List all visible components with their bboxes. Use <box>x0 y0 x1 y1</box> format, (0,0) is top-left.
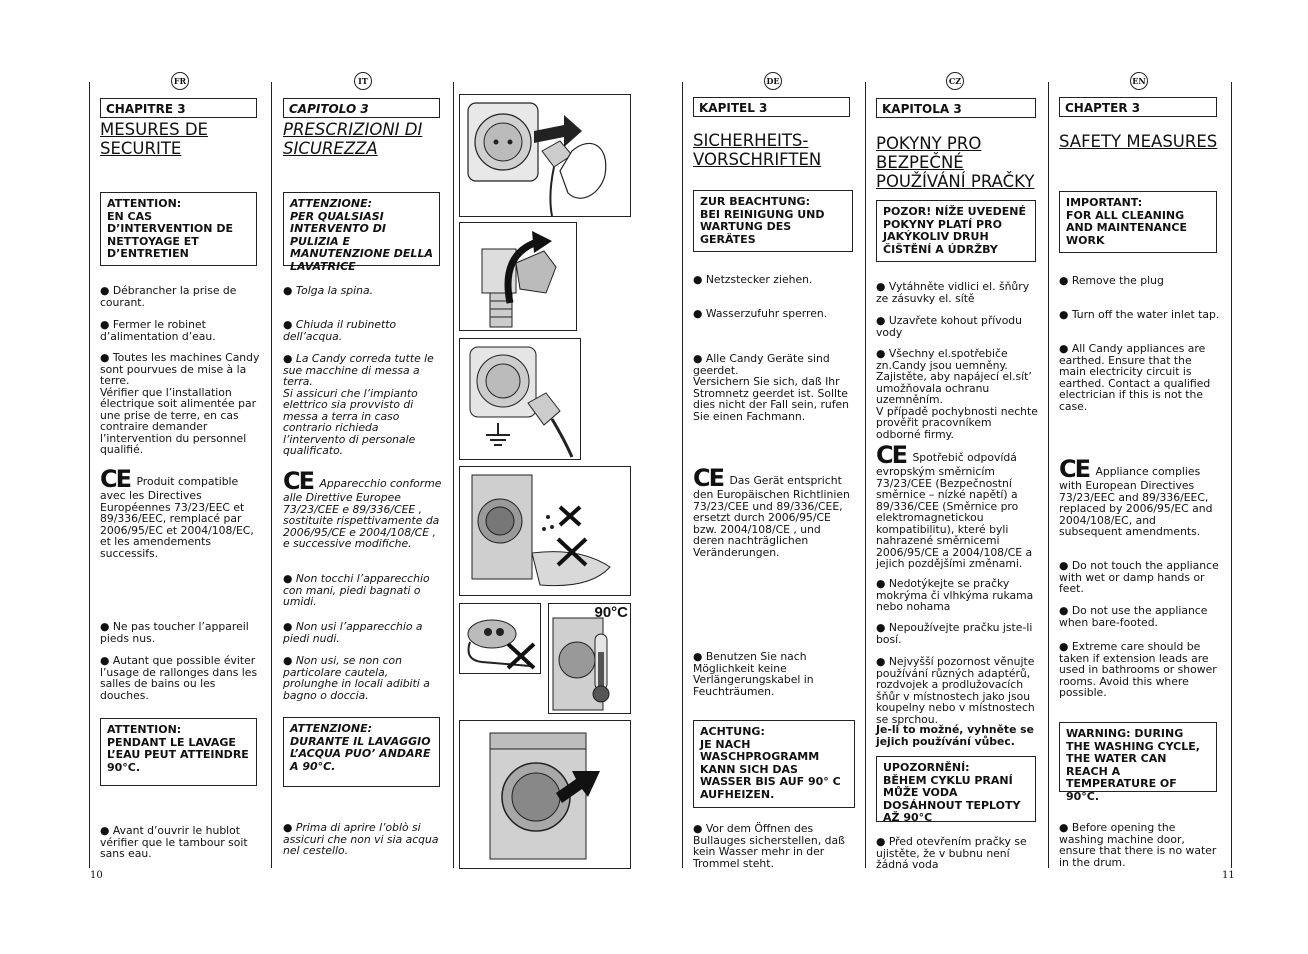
warning-box-temp: ATTENZIONE: DURANTE IL LAVAGGIO L’ACQUA PUO’ ANDARE A 90°C. <box>283 717 440 787</box>
column-de <box>693 0 853 954</box>
instruction-earth: ● Všechny el.spotřebiče zn.Candy jsou uemněny. Zajistěte, aby napájecí el.sít’ umožňovala ochranu uzemněním. V případě pochybnosti nechte prověřit pracovníkem odborné firmy. <box>876 347 1038 441</box>
chapter-heading: CHAPITRE 3 <box>100 98 257 118</box>
instruction-earth: ● Toutes les machines Candy sont pourvues de mise à la terre. Vérifier que l’installation électrique soit alimentée par une prise de terre, en cas contraire demander l’intervention du personnel qualifié. <box>100 351 260 456</box>
instruction-unplug: ● Remove the plug <box>1059 274 1164 287</box>
tap-illustration-icon <box>460 223 576 330</box>
figure-wet-hands <box>459 466 631 596</box>
instruction-extension-avoid: Je-li to možné, vyhněte se jejich používání vůbec. <box>876 723 1034 748</box>
instruction-unplug: ● Netzstecker ziehen. <box>693 273 813 286</box>
ce-statement: CE Spotřebič odpovídá evropským směrnicím 73/23/CEE (Bezpečnostní směrnice – nízké napětí) a 89/336/CEE (Směrnice pro elektromagnetickou kompatibilitu), které byli nahrazené směrnicemi 2006/95/CE a 2004/108/CE a jejich pozdějšími změnami. <box>876 441 1033 570</box>
lang-badge-it: IT <box>354 72 372 90</box>
lang-badge-cz: CZ <box>946 72 964 90</box>
ce-statement: CE Appliance complies with European Directives 73/23/EEC and 89/336/EEC, replaced by 2006/95/EC and 2004/108/EC, and subsequent amendments. <box>1059 455 1213 538</box>
warning-box-temp: UPOZORNĚNÍ: BĚHEM CYKLU PRANÍ MŮŽE VODA DOSÁHNOUT TEPLOTY AŽ 90°C <box>876 756 1036 822</box>
instruction-extension: ● Non usi, se non con particolare cautela, prolunghe in locali adibiti a bagno o doccia. <box>283 654 430 702</box>
lang-badge-de: DE <box>764 72 782 90</box>
lang-badge-fr: FR <box>171 72 189 90</box>
instruction-tap: ● Fermer le robinet d’alimentation d’eau. <box>100 318 216 343</box>
figure-unplug <box>459 94 631 217</box>
instruction-unplug: ● Débrancher la prise de courant. <box>100 284 237 309</box>
instruction-earth: ● All Candy appliances are earthed. Ensure that the main electricity circuit is earthed. Contact a qualified electrician if this is not the case. <box>1059 342 1211 413</box>
instruction-tap: ● Wasserzufuhr sperren. <box>693 307 828 320</box>
instruction-earth: ● La Candy correda tutte le sue macchine di messa a terra. Si assicuri che l’impianto elettrico sia provvisto di messa a terra in caso contrario richieda l’intervento di personale qualificato. <box>283 352 434 457</box>
chapter-heading: KAPITEL 3 <box>693 97 850 117</box>
rule-it-fig <box>453 82 454 868</box>
instruction-barefoot: ● Ne pas toucher l’appareil pieds nus. <box>100 620 249 645</box>
washing-machine-door-illustration-icon <box>460 721 630 868</box>
figure-tap <box>459 222 577 331</box>
instruction-tap: ● Uzavřete kohout přívodu vody <box>876 314 1022 339</box>
figure-earth <box>459 338 581 460</box>
warning-box-temp: ATTENTION: PENDANT LE LAVAGE L’EAU PEUT ATTEINDRE 90°C. <box>100 718 257 786</box>
column-it <box>283 0 441 954</box>
rule-cz-en <box>1048 82 1049 868</box>
temperature-label: 90°C <box>594 604 628 621</box>
ce-statement: CE Das Gerät entspricht den Europäischen Richtlinien 73/23/CEE und 89/336/CEE, ersetzt durch 2006/95/CE bzw. 2004/108/CE , und deren nachträglichen Veränderungen. <box>693 464 850 559</box>
earth-plug-illustration-icon <box>460 339 580 459</box>
column-fr <box>100 0 258 954</box>
column-cz <box>876 0 1038 954</box>
instruction-barefoot: ● Non usi l’apparecchio a piedi nudi. <box>283 620 423 645</box>
rule-fr-it <box>271 82 272 868</box>
rule-right <box>1231 82 1232 868</box>
section-title: POKYNY PRO BEZPEČNÉ POUŽÍVÁNÍ PRAČKY <box>876 134 1035 191</box>
ce-statement: CE Apparecchio conforme alle Direttive Europee 73/23/CEE e 89/336/CEE , sostituite rispettivamente da 2006/95/CE e 2004/108/CE , e successive modifiche. <box>283 467 442 550</box>
section-title: SAFETY MEASURES <box>1059 132 1218 151</box>
instruction-extension: ● Nejvyšší pozornost věnujte používání různých adaptérů, rozdvojek a prodlužovacích šňůr v místnostech jako jsou koupelny nebo v místnostech se sprchou. <box>876 655 1035 726</box>
instruction-earth: ● Alle Candy Geräte sind geerdet. Versichern Sie sich, daß Ihr Stromnetz geerdet ist. Sollte dies nicht der Fall sein, rufen Sie einen Fachmann. <box>693 352 850 423</box>
column-en <box>1059 0 1221 954</box>
instruction-drum: ● Vor dem Öffnen des Bullauges sicherstellen, daß kein Wasser mehr in der Trommel steht. <box>693 822 845 870</box>
warning-box-temp: ACHTUNG: JE NACH WASCHPROGRAMM KANN SICH DAS WASSER BIS AUF 90° C AUFHEIZEN. <box>693 720 855 808</box>
ce-mark-icon: CE <box>876 441 907 469</box>
page-number-left: 10 <box>90 870 103 881</box>
chapter-heading: KAPITOLA 3 <box>876 98 1036 118</box>
instruction-unplug: ● Tolga la spina. <box>283 284 374 297</box>
instruction-drum: ● Prima di aprire l’oblò si assicuri che non vi sia acqua nel cestello. <box>283 821 439 857</box>
chapter-heading: CAPITOLO 3 <box>283 98 440 118</box>
ce-statement: CE Produit compatible avec les Directives Européennes 73/23/EEC et 89/336/EEC, remplacé par 2006/95/EC et 2004/108/EC, et les amendements successifs. <box>100 465 254 560</box>
instruction-tap: ● Chiuda il rubinetto dell’acqua. <box>283 318 397 343</box>
rule-de-left <box>682 82 683 868</box>
figure-door <box>459 720 631 869</box>
instruction-drum: ● Avant d’ouvrir le hublot vérifier que le tambour soit sans eau. <box>100 824 248 860</box>
section-title: SICHERHEITS-VORSCHRIFTEN <box>693 131 822 169</box>
instruction-wet-hands: ● Non tocchi l’apparecchio con mani, piedi bagnati o umidi. <box>283 572 430 608</box>
warning-box: IMPORTANT: FOR ALL CLEANING AND MAINTENANCE WORK <box>1059 191 1217 253</box>
ce-mark-icon: CE <box>693 464 724 492</box>
instruction-drum: ● Před otevřením pračky se ujistěte, že v bubnu není žádná voda <box>876 835 1027 871</box>
section-title: PRESCRIZIONI DI SICUREZZA <box>283 120 423 158</box>
section-title: MESURES DE SECURITE <box>100 120 208 158</box>
instruction-drum: ● Before opening the washing machine door, ensure that there is no water in the drum. <box>1059 821 1217 869</box>
instruction-extension: ● Autant que possible éviter l’usage de rallonges dans les salles de bains ou les douches. <box>100 654 258 702</box>
ce-mark-icon: CE <box>1059 455 1090 483</box>
chapter-heading: CHAPTER 3 <box>1059 97 1217 117</box>
warning-box: ZUR BEACHTUNG: BEI REINIGUNG UND WARTUNG DES GERÄTES <box>693 190 853 252</box>
figure-temperature <box>548 603 631 714</box>
instruction-barefoot: ● Nepoužívejte pračku jste-li bosí. <box>876 621 1033 646</box>
instruction-barefoot: ● Do not use the appliance when bare-footed. <box>1059 604 1208 629</box>
instruction-wet-hands: ● Nedotýkejte se pračky mokrýma či vlhkýma rukama nebo nohama <box>876 577 1034 613</box>
page-number-right: 11 <box>1222 870 1235 881</box>
warning-box: ATTENZIONE: PER QUALSIASI INTERVENTO DI PULIZIA E MANUTENZIONE DELLA LAVATRICE <box>283 192 440 266</box>
warning-box-temp: WARNING: DURING THE WASHING CYCLE, THE WATER CAN REACH A TEMPERATURE OF 90°C. <box>1059 722 1217 792</box>
figure-extension <box>459 603 541 674</box>
rule-left <box>89 82 90 868</box>
warning-box: ATTENTION: EN CAS D’INTERVENTION DE NETTOYAGE ET D’ENTRETIEN <box>100 192 257 266</box>
extension-lead-illustration-icon <box>460 604 540 673</box>
instruction-wet-hands: ● Do not touch the appliance with wet or damp hands or feet. <box>1059 559 1219 595</box>
instruction-extension: ● Extreme care should be taken if extension leads are used in bathrooms or shower rooms. Avoid this where possible. <box>1059 640 1217 699</box>
unplug-illustration-icon <box>460 95 630 216</box>
instruction-tap: ● Turn off the water inlet tap. <box>1059 308 1220 321</box>
lang-badge-en: EN <box>1130 72 1148 90</box>
rule-de-cz <box>865 82 866 868</box>
instruction-extension: ● Benutzen Sie nach Möglichkeit keine Verlängerungskabel in Feuchträumen. <box>693 650 814 698</box>
ce-mark-icon: CE <box>100 465 131 493</box>
wet-hands-illustration-icon <box>460 467 630 595</box>
instruction-unplug: ● Vytáhněte vidlici el. šňůry ze zásuvky el. sítě <box>876 280 1030 305</box>
ce-mark-icon: CE <box>283 467 314 495</box>
warning-box: POZOR! NÍŽE UVEDENÉ POKYNY PLATÍ PRO JAKÝKOLIV DRUH ČIŠTĚNÍ A ÚDRŽBY <box>876 200 1036 262</box>
